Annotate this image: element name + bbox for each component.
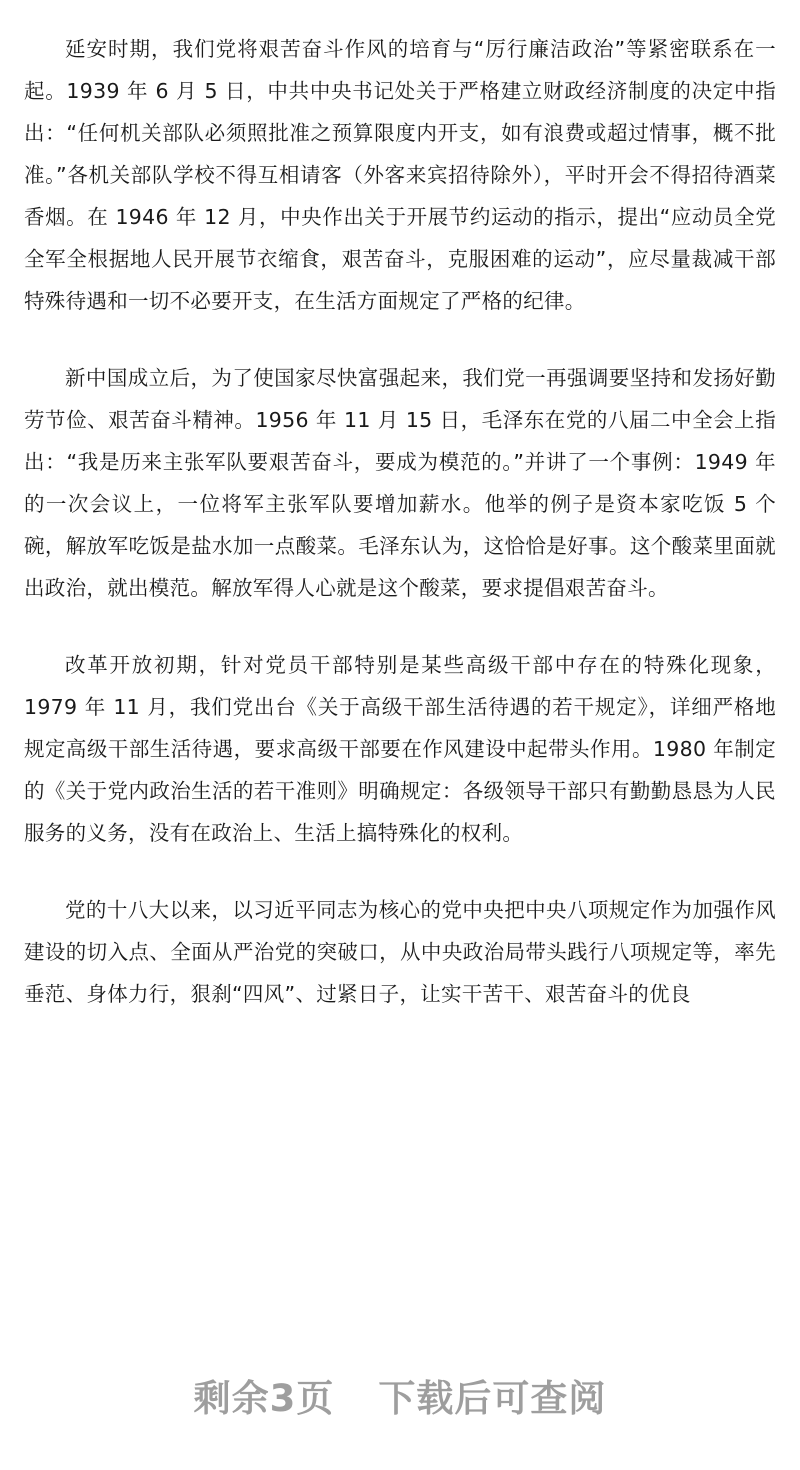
paragraph-reform-opening: 改革开放初期，针对党员干部特别是某些高级干部中存在的特殊化现象，1979 年 11 月，我们党出台《关于高级干部生活待遇的若干规定》，详细严格地规定高级干部生活待遇，要求高级干部要在作风建设中起带头作用。1980 年制定的《关于党内政治生活的若干准则》明确规定：各级领导干部只有勤勤恳恳为人民服务的义务，没有在政治上、生活上搞特殊化的权利。 — [24, 653, 776, 845]
document-body — [24, 28, 776, 1015]
download-prompt[interactable] — [0, 1360, 800, 1430]
paragraph-eighteenth-congress: 党的十八大以来，以习近平同志为核心的党中央把中央八项规定作为加强作风建设的切入点、全面从严治党的突破口，从中央政治局带头践行八项规定等，率先垂范、身体力行，狠刹“四风”、过紧日子，让实干苦干、艰苦奋斗的优良 — [24, 898, 776, 1006]
remaining-pages-label[interactable]: 剩余3页 — [193, 1377, 335, 1420]
paragraph-yanan-period: 延安时期，我们党将艰苦奋斗作风的培育与“厉行廉洁政治”等紧密联系在一起。1939 年 6 月 5 日，中共中央书记处关于严格建立财政经济制度的决定中指出：“任何机关部队必须照批准之预算限度内开支，如有浪费或超过情事，概不批准。”各机关部队学校不得互相请客（外客来宾招待除外），平时开会不得招待酒菜香烟。在 1946 年 12 月，中央作出关于开展节约运动的指示，提出“应动员全党全军全根据地人民开展节衣缩食，艰苦奋斗，克服困难的运动”，应尽量裁减干部特殊待遇和一切不必要开支，在生活方面规定了严格的纪律。 — [24, 37, 776, 313]
download-to-view-label[interactable]: 下载后可查阅 — [378, 1377, 607, 1420]
paragraph-new-china: 新中国成立后，为了使国家尽快富强起来，我们党一再强调要坚持和发扬好勤劳节俭、艰苦奋斗精神。1956 年 11 月 15 日，毛泽东在党的八届二中全会上指出：“我是历来主张军队要艰苦奋斗，要成为模范的。”并讲了一个事例：1949 年的一次会议上，一位将军主张军队要增加薪水。他举的例子是资本家吃饭 5 个碗，解放军吃饭是盐水加一点酸菜。毛泽东认为，这恰恰是好事。这个酸菜里面就出政治，就出模范。解放军得人心就是这个酸菜，要求提倡艰苦奋斗。 — [24, 366, 776, 600]
